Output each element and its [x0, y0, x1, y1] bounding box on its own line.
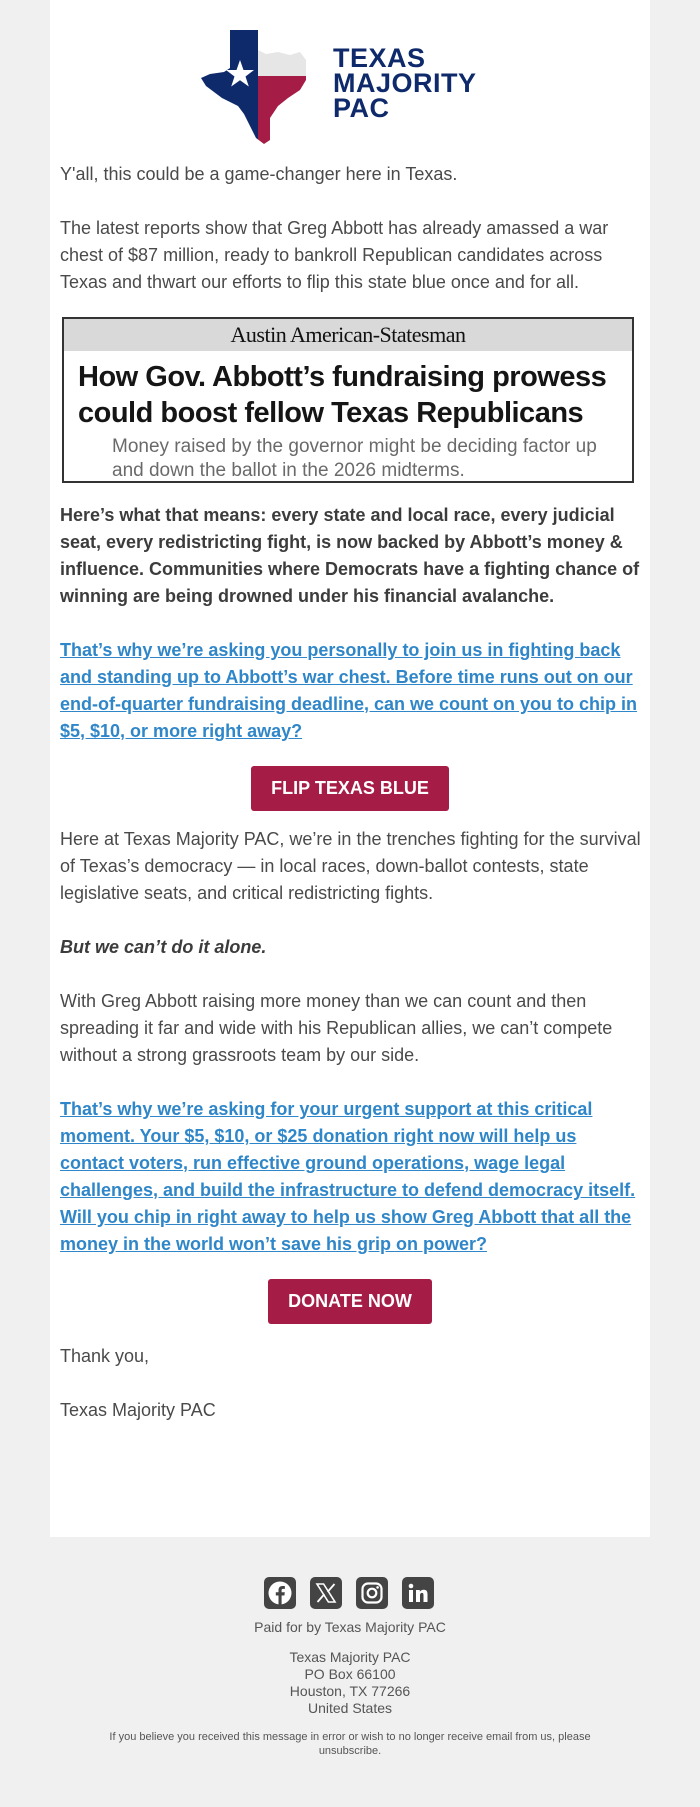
cant-do-it-alone-paragraph: But we can’t do it alone. — [60, 937, 267, 957]
trenches-paragraph: Here at Texas Majority PAC, we’re in the trenches fighting for the survival of Texas’s democracy — in local races, down-ballot contests, state legislative seats, and critical redistricting fights. — [60, 829, 641, 903]
facebook-icon[interactable] — [264, 1577, 296, 1609]
what-that-means-paragraph: Here’s what that means: every state and local race, every judicial seat, every redistricting fight, is now backed by Abbott’s money & influence. Communities where Democrats have a fighting chance of winning are being drowned under his financial avalanche. — [60, 505, 640, 606]
intro-paragraph: Y'all, this could be a game-changer here in Texas. — [60, 164, 458, 184]
linkedin-icon[interactable] — [402, 1577, 434, 1609]
texas-flag-map-icon — [200, 28, 325, 146]
mailing-address — [0, 1649, 700, 1717]
signoff-org-name: Texas Majority PAC — [60, 1400, 216, 1420]
logo-line-pac: PAC — [333, 93, 390, 123]
address-name: Texas Majority PAC — [289, 1649, 411, 1665]
grassroots-paragraph: With Greg Abbott raising more money than we can count and then spreading it far and wide with his Republican allies, we can’t compete without a strong grassroots team by our side. — [60, 991, 613, 1065]
paid-for-by: Paid for by Texas Majority PAC — [254, 1619, 446, 1635]
address-city: Houston, TX 77266 — [289, 1683, 411, 1699]
address-street: PO Box 66100 — [304, 1666, 396, 1682]
news-headline: How Gov. Abbott’s fundraising prowess could boost fellow Texas Republicans — [78, 361, 607, 429]
signoff-thank-you: Thank you, — [60, 1346, 150, 1366]
x-icon[interactable] — [310, 1577, 342, 1609]
news-subhead: Money raised by the governor might be deciding factor up and down the ballot in the 2026 midterms. — [112, 436, 597, 481]
donate-now-button[interactable]: DONATE NOW — [268, 1279, 432, 1324]
texas-majority-pac-logo — [200, 28, 510, 146]
news-clipping — [62, 317, 634, 483]
instagram-icon[interactable] — [356, 1577, 388, 1609]
unsubscribe-disclaimer[interactable]: If you believe you received this message in error or wish to no longer receive email from us, please unsubscribe. — [109, 1731, 591, 1757]
urgent-support-link-2[interactable]: That’s why we’re asking for your urgent support at this critical moment. Your $5, $10, or $25 donation right now will help us contact voters, run effective ground operations, wage legal challenges, and build the infrastructure to defend democracy itself. Will you chip in right away to help us show Greg Abbott that all the money in the world won’t save his grip on power? — [60, 1099, 636, 1254]
chip-in-link-1[interactable]: That’s why we’re asking you personally to join us in fighting back and standing up to Abbott’s war chest. Before time runs out on our end-of-quarter fundraising deadline, can we count on you to chip in $5, $10, or more right away? — [60, 640, 638, 741]
social-links — [264, 1577, 434, 1609]
news-masthead: Austin American-Statesman — [64, 319, 632, 351]
address-country: United States — [307, 1700, 393, 1716]
flip-texas-blue-button[interactable]: FLIP TEXAS BLUE — [251, 766, 449, 811]
logo-line-majority: MAJORITY — [333, 68, 477, 98]
logo-wordmark — [333, 43, 477, 123]
email-card — [50, 0, 650, 1537]
war-chest-paragraph: The latest reports show that Greg Abbott has already amassed a war chest of $87 million, ready to bankroll Republican candidates across Texas and thwart our efforts to flip this state blue once and for all. — [60, 218, 609, 292]
logo-line-texas: TEXAS — [333, 43, 426, 73]
